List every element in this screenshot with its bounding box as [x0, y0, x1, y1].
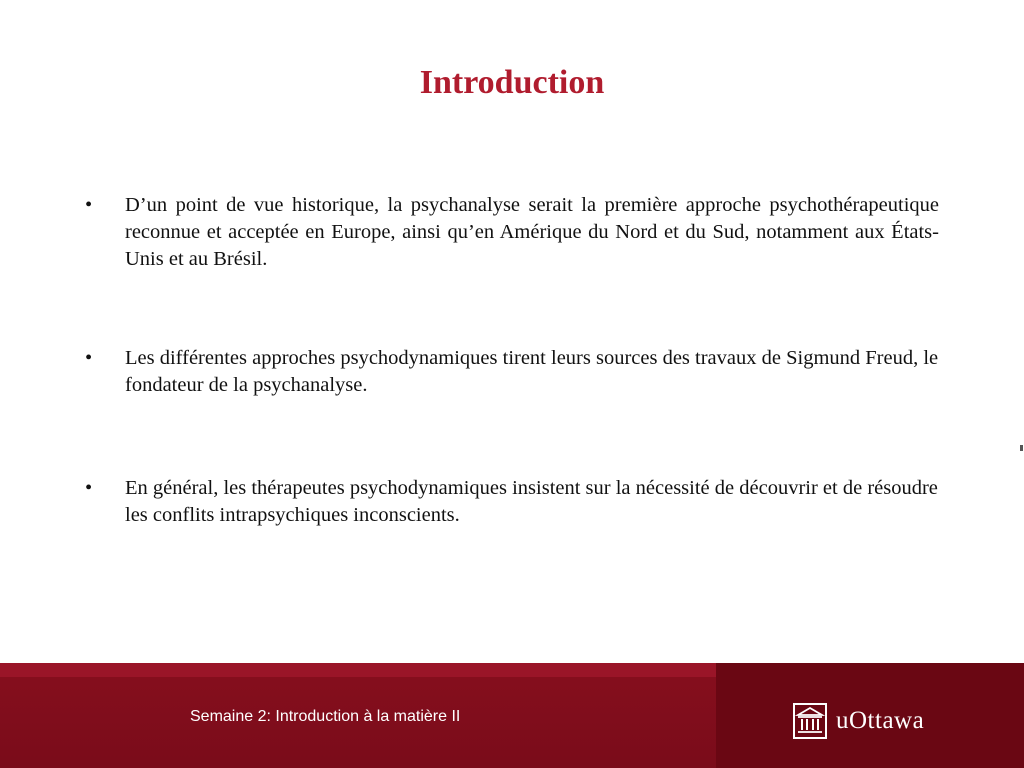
bullet-text: Les différentes approches psychodynamiques tirent leurs sources des travaux de Sigmund Freud, le fondateur de la psychanalyse. [125, 347, 939, 396]
course-label: Semaine 2: Introduction à la matière II [190, 708, 461, 725]
bullet-item [85, 345, 939, 399]
bullet-marker: • [85, 194, 93, 216]
uottawa-logo [793, 703, 924, 739]
bullet-text: En général, les thérapeutes psychodynamiques insistent sur la nécessité de découvrir et de résoudre les conflits intrapsychiques inconscients. [125, 477, 938, 526]
bullet-list [85, 192, 939, 529]
bullet-item [85, 192, 939, 273]
footer-bar [0, 663, 1024, 768]
university-building-icon [793, 703, 827, 739]
bullet-marker: • [85, 347, 93, 369]
bullet-item [85, 475, 939, 529]
bullet-marker: • [85, 477, 93, 499]
bullet-text: D’un point de vue historique, la psychanalyse serait la première approche psychothérapeutique reconnue et acceptée en Europe, ainsi qu’en Amérique du Nord et du Sud, notamment aux États-Unis et au Brésil. [125, 194, 939, 270]
slide-title: Introduction [419, 64, 605, 101]
edge-artifact [1020, 445, 1023, 451]
logo-wordmark: uOttawa [836, 707, 925, 734]
